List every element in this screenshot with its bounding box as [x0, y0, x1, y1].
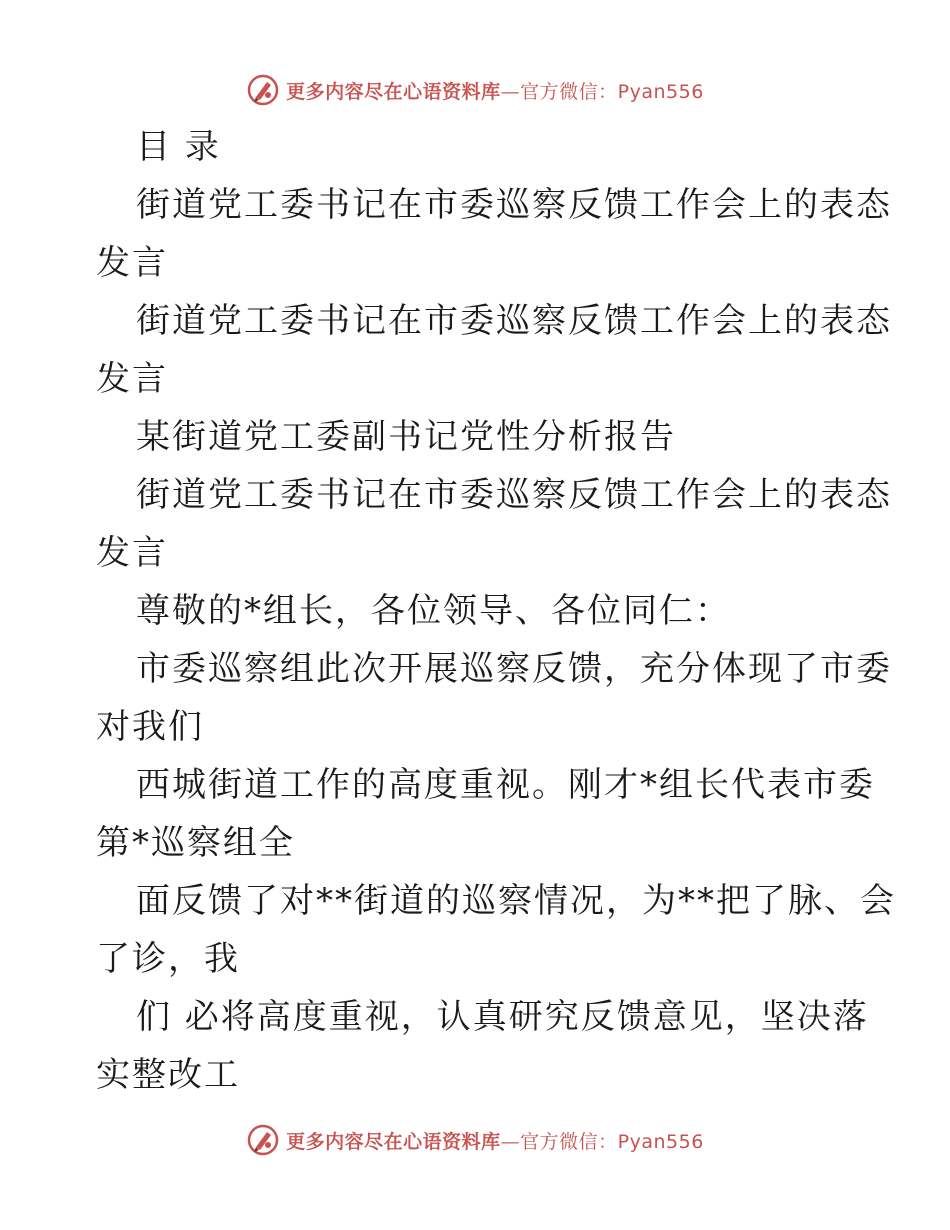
document-line: 实整改工 [96, 1055, 240, 1095]
document-body [96, 118, 896, 1104]
document-line: 街道党工委书记在市委巡察反馈工作会上的表态 [136, 185, 892, 225]
banner-separator: — [500, 80, 521, 103]
document-line: 发言 [96, 243, 168, 283]
document-line: 发言 [96, 533, 168, 573]
document-line: 对我们 [96, 707, 204, 747]
banner-separator: — [500, 1130, 521, 1153]
banner-wechat-text: 官方微信：Pyan556 [520, 80, 704, 103]
document-line: 尊敬的*组长，各位领导、各位同仁： [136, 591, 731, 631]
document-line: 某街道党工委副书记党性分析报告 [136, 417, 676, 457]
document-line: 第*巡察组全 [96, 823, 295, 863]
header-banner [0, 70, 950, 110]
banner-text [286, 77, 704, 104]
document-line: 面反馈了对**街道的巡察情况，为**把了脉、会 [136, 881, 896, 921]
document-line: 西城街道工作的高度重视。刚才*组长代表市委 [136, 765, 875, 805]
pen-logo-icon [246, 73, 280, 107]
banner-site-text: 更多内容尽在心语资料库 [286, 80, 501, 103]
banner-wechat-text: 官方微信：Pyan556 [520, 1130, 704, 1153]
pen-logo-icon [246, 1123, 280, 1157]
document-line: 市委巡察组此次开展巡察反馈，充分体现了市委 [136, 649, 892, 689]
document-line: 街道党工委书记在市委巡察反馈工作会上的表态 [136, 475, 892, 515]
banner-site-text: 更多内容尽在心语资料库 [286, 1130, 501, 1153]
document-line: 目 录 [136, 127, 221, 167]
document-line: 了诊，我 [96, 939, 240, 979]
document-line: 们 必将高度重视，认真研究反馈意见，坚决落 [136, 997, 869, 1037]
banner-text [286, 1127, 704, 1154]
document-line: 发言 [96, 359, 168, 399]
document-line: 街道党工委书记在市委巡察反馈工作会上的表态 [136, 301, 892, 341]
footer-banner [0, 1120, 950, 1160]
